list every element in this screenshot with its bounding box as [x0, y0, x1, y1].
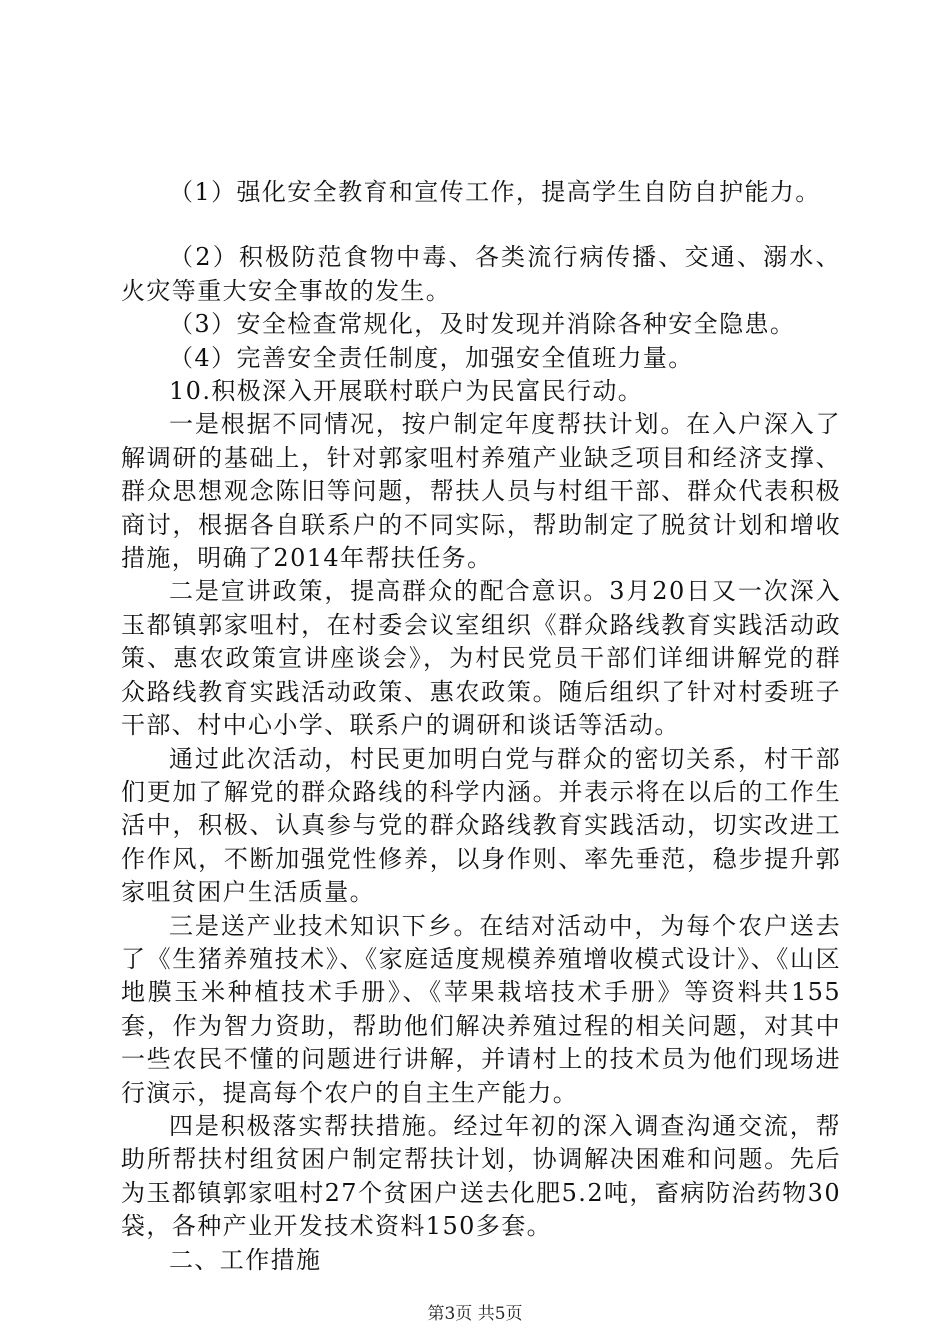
paragraph-item-2: （2）积极防范食物中毒、各类流行病传播、交通、溺水、火灾等重大安全事故的发生。: [121, 243, 841, 305]
paragraph-item-3: （3）安全检查常规化，及时发现并消除各种安全隐患。: [169, 310, 796, 339]
paragraph-item-6: 一是根据不同情况，按户制定年度帮扶计划。在入户深入了解调研的基础上，针对郭家咀村养殖产业缺乏项目和经济支撑、群众思想观念陈旧等问题，帮扶人员与村组干部、群众代表积极商讨，根据各自联系户的不同实际，帮助制定了脱贫计划和增收措施，明确了2014年帮扶任务。: [121, 410, 841, 573]
paragraph-item-11: 二、工作措施: [169, 1245, 322, 1274]
paragraph-item-4: （4）完善安全责任制度，加强安全值班力量。: [169, 343, 694, 372]
paragraph-item-1: （1）强化安全教育和宣传工作，提高学生自防自护能力。: [169, 178, 821, 206]
paragraph-item-10: 四是积极落实帮扶措施。经过年初的深入调查沟通交流，帮助所帮扶村组贫困户制定帮扶计划，协调解决困难和问题。先后为玉都镇郭家咀村27个贫困户送去化肥5.2吨，畜病防治药物30袋，各种产业开发技术资料150多套。: [121, 1111, 841, 1241]
paragraph-item-8: 通过此次活动，村民更加明白党与群众的密切关系，村干部们更加了解党的群众路线的科学内涵。并表示将在以后的工作生活中，积极、认真参与党的群众路线教育实践活动，切实改进工作作风，不断加强党性修养，以身作则、率先垂范，稳步提升郭家咀贫困户生活质量。: [121, 744, 841, 907]
document-body: [121, 176, 841, 1277]
page-footer: [0, 1303, 950, 1325]
paragraph-item-5: 10.积极深入开展联村联户为民富民行动。: [169, 377, 644, 406]
page-number-label: 第3页 共5页: [427, 1304, 523, 1324]
paragraph-item-9: 三是送产业技术知识下乡。在结对活动中，为每个农户送去了《生猪养殖技术》、《家庭适度规模养殖增收模式设计》、《山区地膜玉米种植技术手册》、《苹果栽培技术手册》等资料共155套，作为智力资助，帮助他们解决养殖过程的相关问题，对其中一些农民不懂的问题进行讲解，并请村上的技术员为他们现场进行演示，提高每个农户的自主生产能力。: [121, 911, 841, 1107]
paragraph-item-7: 二是宣讲政策，提高群众的配合意识。3月20日又一次深入玉都镇郭家咀村，在村委会议室组织《群众路线教育实践活动政策、惠农政策宣讲座谈会》，为村民党员干部们详细讲解党的群众路线教育实践活动政策、惠农政策。随后组织了针对村委班子干部、村中心小学、联系户的调研和谈话等活动。: [121, 577, 841, 740]
